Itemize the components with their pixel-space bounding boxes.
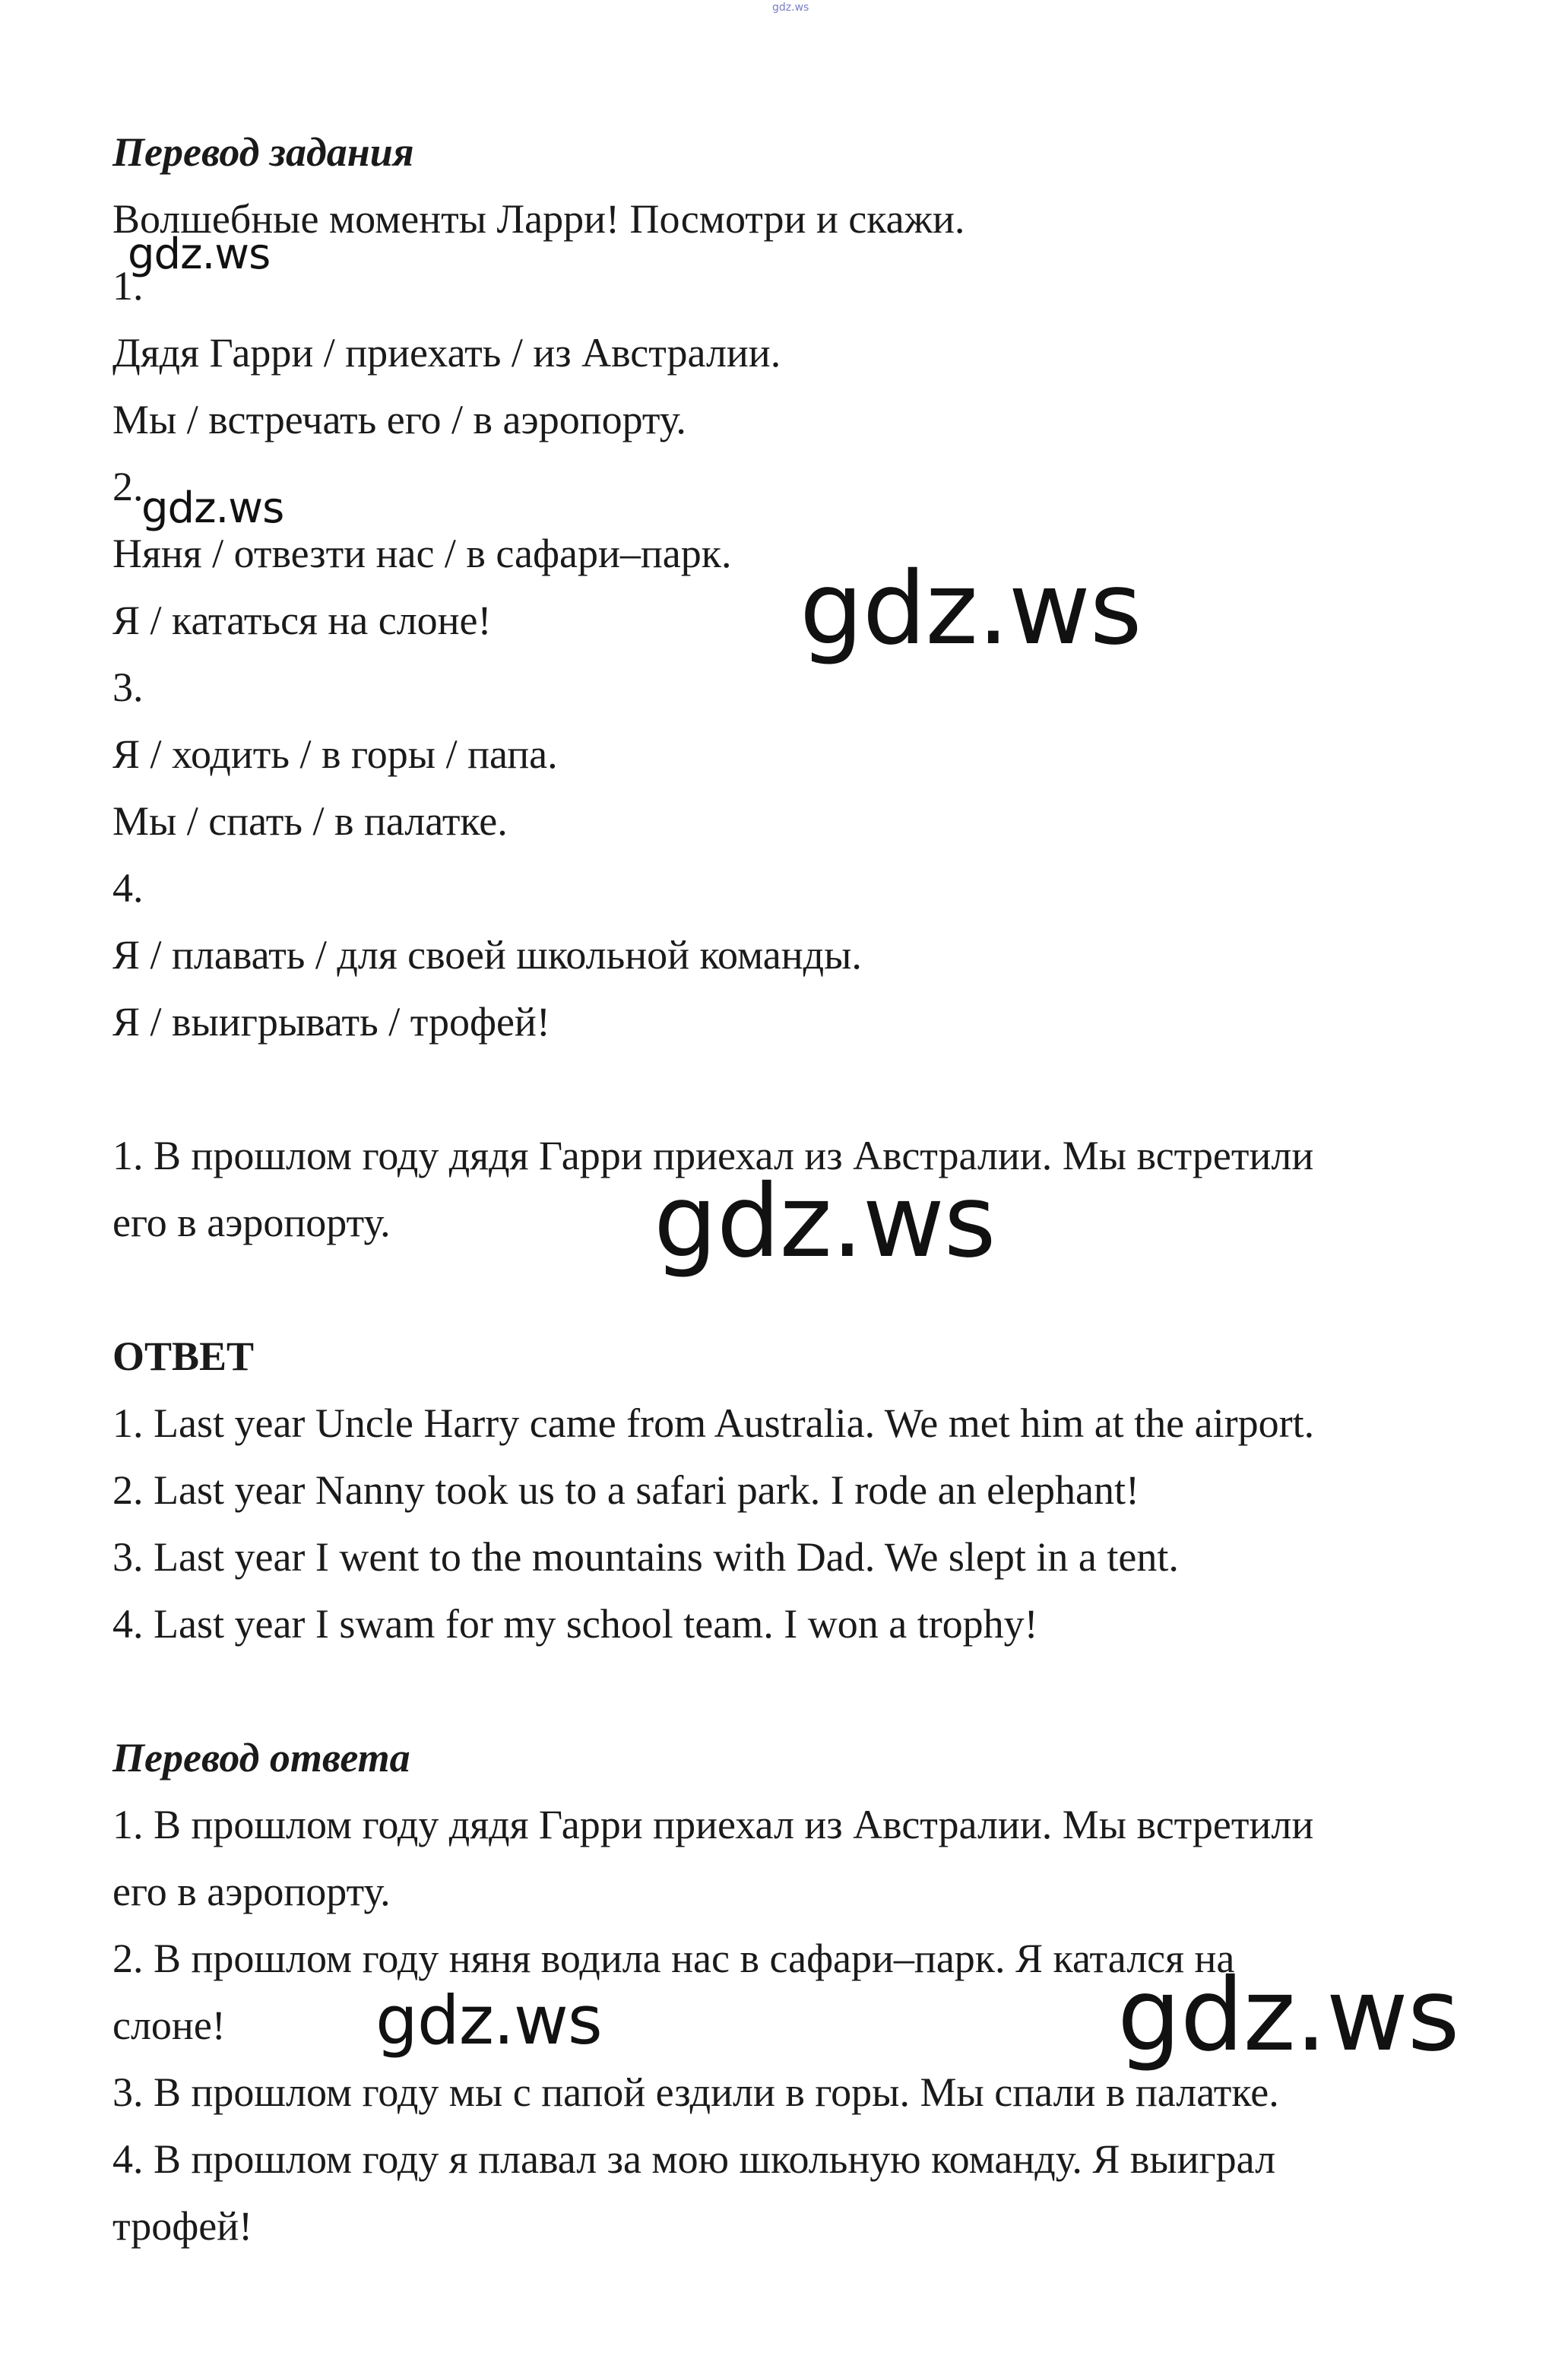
top-watermark: gdz.ws bbox=[772, 2, 809, 14]
task-item-line: Я / выигрывать / трофей! bbox=[112, 999, 550, 1045]
watermark: gdz.ws bbox=[375, 1981, 602, 2059]
translation-heading: Перевод ответа bbox=[112, 1735, 410, 1780]
task-item-number: 1. bbox=[112, 263, 144, 309]
task-item-number: 4. bbox=[112, 865, 144, 911]
answer-item: 1. Last year Uncle Harry came from Australia. We met him at the airport. bbox=[112, 1400, 1315, 1446]
watermark: gdz.ws bbox=[654, 1163, 996, 1280]
task-item-line: Мы / встречать его / в аэропорту. bbox=[112, 397, 686, 442]
task-item-line: Няня / отвезти нас / в сафари–парк. bbox=[112, 531, 732, 576]
task-heading: Перевод задания bbox=[112, 129, 414, 175]
watermark: gdz.ws bbox=[1117, 1957, 1459, 2074]
task-item-line: Мы / спать / в палатке. bbox=[112, 798, 508, 844]
task-item-line: Дядя Гарри / приехать / из Австралии. bbox=[112, 330, 781, 376]
translation-line: 4. В прошлом году я плавал за мою школьную команду. Я выиграл bbox=[112, 2136, 1276, 2182]
answer-item: 2. Last year Nanny took us to a safari park. I rode an elephant! bbox=[112, 1467, 1140, 1513]
watermark: gdz.ws bbox=[128, 230, 271, 279]
example-line: его в аэропорту. bbox=[112, 1200, 391, 1245]
translation-line: 2. В прошлом году няня водила нас в сафари–парк. Я катался на bbox=[112, 1936, 1235, 1981]
watermark: gdz.ws bbox=[141, 484, 284, 533]
task-item-number: 3. bbox=[112, 664, 144, 710]
task-item-line: Я / ходить / в горы / папа. bbox=[112, 731, 558, 777]
watermark: gdz.ws bbox=[800, 550, 1142, 667]
translation-line: слоне! bbox=[112, 2002, 226, 2048]
answer-heading: ОТВЕТ bbox=[112, 1333, 255, 1379]
task-item-line: Я / кататься на слоне! bbox=[112, 598, 492, 643]
translation-line: 3. В прошлом году мы с папой ездили в горы. Мы спали в палатке. bbox=[112, 2069, 1279, 2115]
task-item-line: Я / плавать / для своей школьной команды. bbox=[112, 932, 862, 978]
answer-item: 4. Last year I swam for my school team. I won a trophy! bbox=[112, 1601, 1038, 1647]
task-item-number: 2. bbox=[112, 464, 144, 509]
task-intro: Волшебные моменты Ларри! Посмотри и скажи. bbox=[112, 196, 965, 242]
translation-line: его в аэропорту. bbox=[112, 1869, 391, 1914]
translation-line: 1. В прошлом году дядя Гарри приехал из Австралии. Мы встретили bbox=[112, 1802, 1314, 1847]
translation-line: трофей! bbox=[112, 2203, 253, 2249]
example-line: 1. В прошлом году дядя Гарри приехал из Австралии. Мы встретили bbox=[112, 1133, 1314, 1178]
answer-item: 3. Last year I went to the mountains with Dad. We slept in a tent. bbox=[112, 1534, 1179, 1580]
